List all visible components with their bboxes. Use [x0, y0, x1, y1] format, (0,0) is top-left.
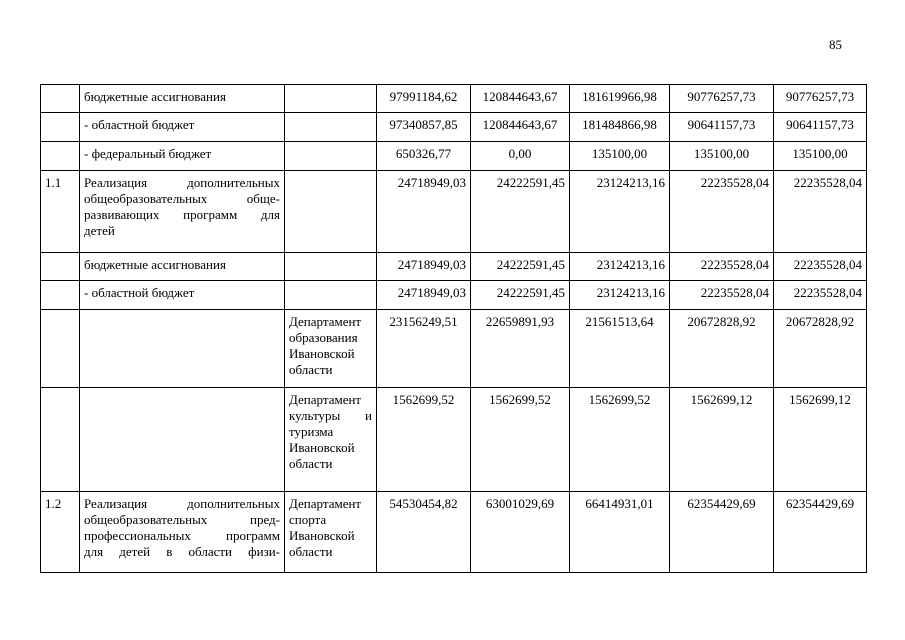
executor-line: спорта — [289, 512, 327, 527]
row-executor-cell — [285, 85, 377, 113]
value-cell: 22235528,04 — [670, 253, 774, 281]
value-cell: 90641157,73 — [774, 113, 867, 142]
row-name-cell — [80, 253, 285, 281]
table-row — [41, 281, 867, 310]
value-cell: 181484866,98 — [570, 113, 670, 142]
value-cell: 0,00 — [471, 142, 570, 171]
executor-line: области — [289, 544, 333, 559]
executor-line: культуры и — [289, 408, 372, 423]
row-executor-cell — [285, 388, 377, 492]
row-number-cell — [41, 85, 80, 113]
value-cell: 120844643,67 — [471, 85, 570, 113]
table-row — [41, 388, 867, 492]
row-name-cell — [80, 492, 285, 573]
value-cell: 1562699,52 — [570, 388, 670, 492]
row-name-cell — [80, 171, 285, 253]
table-row — [41, 85, 867, 113]
budget-table — [40, 84, 867, 573]
value-cell: 1562699,52 — [471, 388, 570, 492]
row-name-line: развивающих программ для — [84, 207, 280, 222]
row-number-cell — [41, 310, 80, 388]
value-cell: 1562699,52 — [377, 388, 471, 492]
value-cell: 181619966,98 — [570, 85, 670, 113]
row-name-cell — [80, 142, 285, 171]
value-cell: 97991184,62 — [377, 85, 471, 113]
row-name-cell — [80, 113, 285, 142]
value-cell: 22235528,04 — [774, 171, 867, 253]
value-cell: 22235528,04 — [670, 281, 774, 310]
value-cell: 23124213,16 — [570, 253, 670, 281]
value-cell: 22235528,04 — [670, 171, 774, 253]
row-number-cell: 1.1 — [41, 171, 80, 253]
value-cell: 1562699,12 — [670, 388, 774, 492]
value-cell: 24222591,45 — [471, 281, 570, 310]
value-cell: 20672828,92 — [774, 310, 867, 388]
value-cell: 135100,00 — [774, 142, 867, 171]
value-cell: 23124213,16 — [570, 281, 670, 310]
value-cell: 62354429,69 — [774, 492, 867, 573]
row-executor-cell — [285, 310, 377, 388]
row-executor-cell — [285, 281, 377, 310]
row-name-line: - областной бюджет — [84, 285, 195, 300]
value-cell: 135100,00 — [670, 142, 774, 171]
row-number-cell: 1.2 — [41, 492, 80, 573]
row-name-line: - областной бюджет — [84, 117, 195, 132]
executor-line: Ивановской — [289, 346, 355, 361]
row-name-line: профессиональных программ — [84, 528, 280, 543]
value-cell: 62354429,69 — [670, 492, 774, 573]
value-cell: 24718949,03 — [377, 281, 471, 310]
value-cell: 22659891,93 — [471, 310, 570, 388]
table-row — [41, 253, 867, 281]
value-cell: 97340857,85 — [377, 113, 471, 142]
value-cell: 23156249,51 — [377, 310, 471, 388]
value-cell: 24222591,45 — [471, 253, 570, 281]
value-cell: 22235528,04 — [774, 281, 867, 310]
row-name-line: Реализация дополнительных — [84, 175, 280, 190]
table-row — [41, 492, 867, 573]
row-name-cell — [80, 281, 285, 310]
value-cell: 650326,77 — [377, 142, 471, 171]
row-name-cell — [80, 388, 285, 492]
value-cell: 22235528,04 — [774, 253, 867, 281]
table-row — [41, 142, 867, 171]
value-cell: 90641157,73 — [670, 113, 774, 142]
value-cell: 24718949,03 — [377, 171, 471, 253]
row-name-cell — [80, 85, 285, 113]
row-name-line: общеобразовательных пред- — [84, 512, 280, 527]
executor-line: Ивановской — [289, 528, 355, 543]
executor-line: образования — [289, 330, 358, 345]
row-name-line: общеобразовательных обще- — [84, 191, 280, 206]
executor-line: Департамент — [289, 496, 362, 511]
row-number-cell — [41, 253, 80, 281]
executor-line: Департамент — [289, 314, 362, 329]
row-executor-cell — [285, 142, 377, 171]
table-row — [41, 171, 867, 253]
value-cell: 135100,00 — [570, 142, 670, 171]
value-cell: 20672828,92 — [670, 310, 774, 388]
value-cell: 66414931,01 — [570, 492, 670, 573]
value-cell: 24222591,45 — [471, 171, 570, 253]
row-name-line: детей — [84, 223, 115, 238]
executor-line: области — [289, 456, 333, 471]
row-name-line: бюджетные ассигнования — [84, 257, 226, 272]
executor-line: Департамент — [289, 392, 362, 407]
executor-line: Ивановской — [289, 440, 355, 455]
value-cell: 63001029,69 — [471, 492, 570, 573]
executor-line: области — [289, 362, 333, 377]
value-cell: 90776257,73 — [774, 85, 867, 113]
value-cell: 1562699,12 — [774, 388, 867, 492]
row-executor-cell — [285, 253, 377, 281]
page-number: 85 — [829, 37, 842, 52]
value-cell: 24718949,03 — [377, 253, 471, 281]
value-cell: 21561513,64 — [570, 310, 670, 388]
executor-line: туризма — [289, 424, 334, 439]
value-cell: 90776257,73 — [670, 85, 774, 113]
row-name-cell — [80, 310, 285, 388]
value-cell: 54530454,82 — [377, 492, 471, 573]
row-name-line: Реализация дополнительных — [84, 496, 280, 511]
row-name-line: бюджетные ассигнования — [84, 89, 226, 104]
table-row — [41, 113, 867, 142]
value-cell: 23124213,16 — [570, 171, 670, 253]
row-number-cell — [41, 388, 80, 492]
row-number-cell — [41, 113, 80, 142]
row-executor-cell — [285, 113, 377, 142]
row-executor-cell — [285, 171, 377, 253]
row-name-line: - федеральный бюджет — [84, 146, 212, 161]
row-executor-cell — [285, 492, 377, 573]
row-name-line: для детей в области физи- — [84, 544, 280, 559]
row-number-cell — [41, 142, 80, 171]
row-number-cell — [41, 281, 80, 310]
value-cell: 120844643,67 — [471, 113, 570, 142]
table-row — [41, 310, 867, 388]
